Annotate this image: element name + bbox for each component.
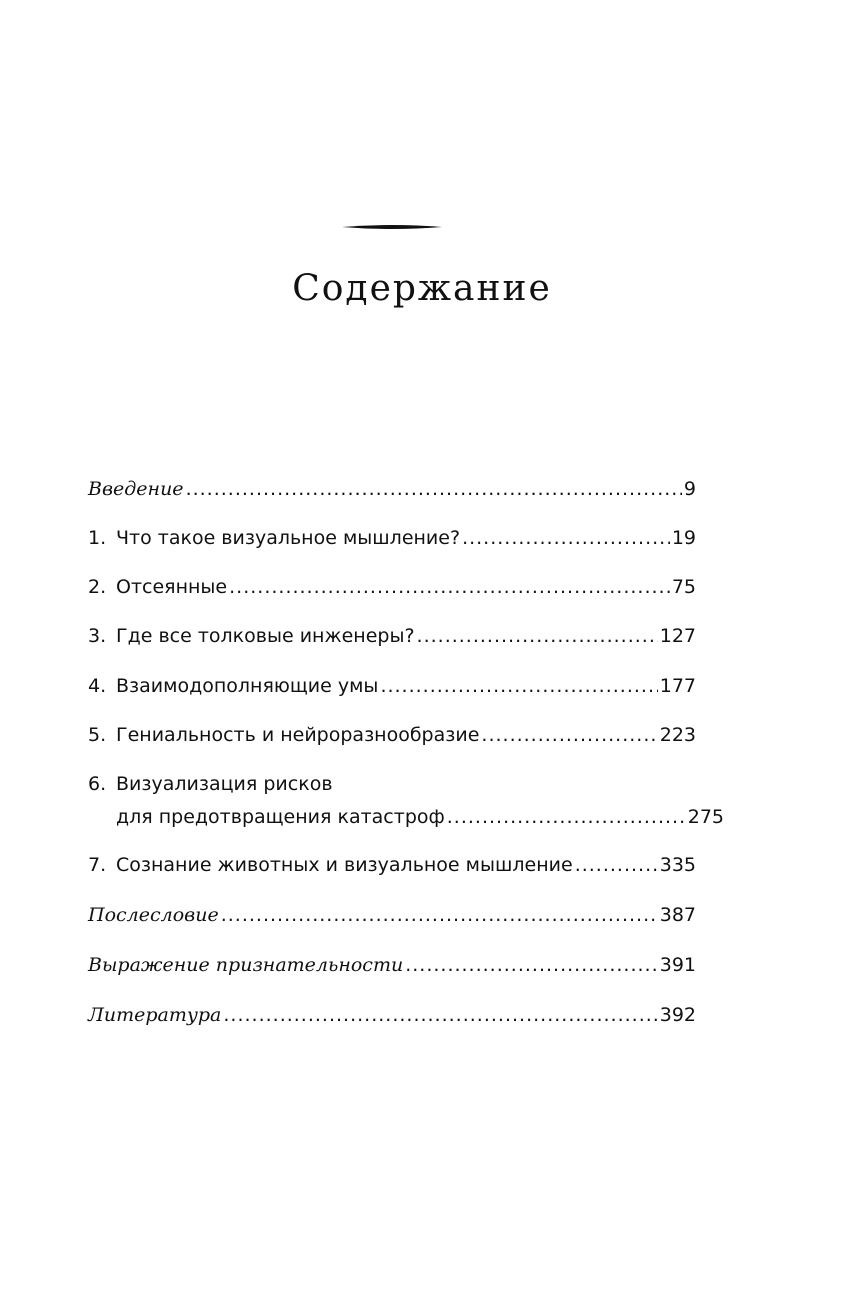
toc-chapter-number: 2.: [88, 576, 107, 598]
toc-page-number: 275: [687, 806, 724, 828]
toc-entry-introduction[interactable]: [88, 476, 696, 502]
toc-page-number: 19: [671, 527, 696, 549]
toc-entry-chapter-6[interactable]: [88, 771, 724, 830]
toc-page-number: 391: [659, 954, 696, 976]
toc-entry-chapter-5[interactable]: [88, 722, 696, 748]
toc-entry-chapter-4[interactable]: [88, 673, 696, 699]
toc-entry-chapter-2[interactable]: [88, 574, 696, 600]
toc-entry-literature[interactable]: [88, 1002, 696, 1028]
dot-leader: [229, 574, 670, 600]
toc-entry-title: Отсеянные: [116, 576, 228, 598]
toc-page-number: 387: [659, 904, 696, 926]
dot-leader: [417, 623, 658, 649]
title-ornament: [342, 222, 442, 232]
toc-chapter-number: 6.: [88, 773, 107, 795]
toc-page-number: 223: [659, 724, 696, 746]
toc-entry-title: Введение: [88, 478, 184, 500]
toc-entry-title-line1: Визуализация рисков: [116, 773, 333, 795]
dot-leader: [575, 852, 658, 878]
dot-leader: [447, 804, 686, 830]
dot-leader: [405, 952, 658, 978]
toc-chapter-number: 1.: [88, 527, 107, 549]
toc-entry-afterword[interactable]: [88, 902, 696, 928]
dot-leader: [481, 722, 657, 748]
toc-entry-chapter-7[interactable]: [88, 852, 696, 878]
toc-page-number: 127: [659, 625, 696, 647]
toc-entry-title: Выражение признательности: [88, 954, 404, 976]
toc-entry-title: Взаимодополняющие умы: [116, 675, 379, 697]
toc-chapter-number: 5.: [88, 724, 107, 746]
page-title: Содержание: [292, 268, 552, 309]
toc-entry-title: Послесловие: [88, 904, 219, 926]
toc-entry-acknowledgements[interactable]: [88, 952, 696, 978]
toc-entry-chapter-3[interactable]: [88, 623, 696, 649]
dot-leader: [223, 1002, 657, 1028]
dot-leader: [380, 673, 657, 699]
toc-entry-title-line2: для предотвращения катастроф: [116, 806, 445, 828]
dot-leader: [186, 476, 682, 502]
toc-page-number: 9: [683, 478, 696, 500]
toc-chapter-number: 7.: [88, 854, 107, 876]
toc-entry-title: Где все толковые инженеры?: [116, 625, 415, 647]
toc-page-number: 392: [659, 1004, 696, 1026]
toc-entry-title: Сознание животных и визуальное мышление: [116, 854, 573, 876]
toc-page-number: 75: [671, 576, 696, 598]
toc-entry-title: Гениальность и нейроразнообразие: [116, 724, 480, 746]
toc-page-number: 335: [659, 854, 696, 876]
toc-entry-title: Что такое визуальное мышление?: [116, 527, 461, 549]
toc-chapter-number: 4.: [88, 675, 107, 697]
toc-entry-title: Литература: [88, 1004, 222, 1026]
toc-entry-chapter-1[interactable]: [88, 525, 696, 551]
dot-leader: [221, 902, 658, 928]
dot-leader: [462, 525, 670, 551]
toc-chapter-number: 3.: [88, 625, 107, 647]
toc-page-number: 177: [659, 675, 696, 697]
